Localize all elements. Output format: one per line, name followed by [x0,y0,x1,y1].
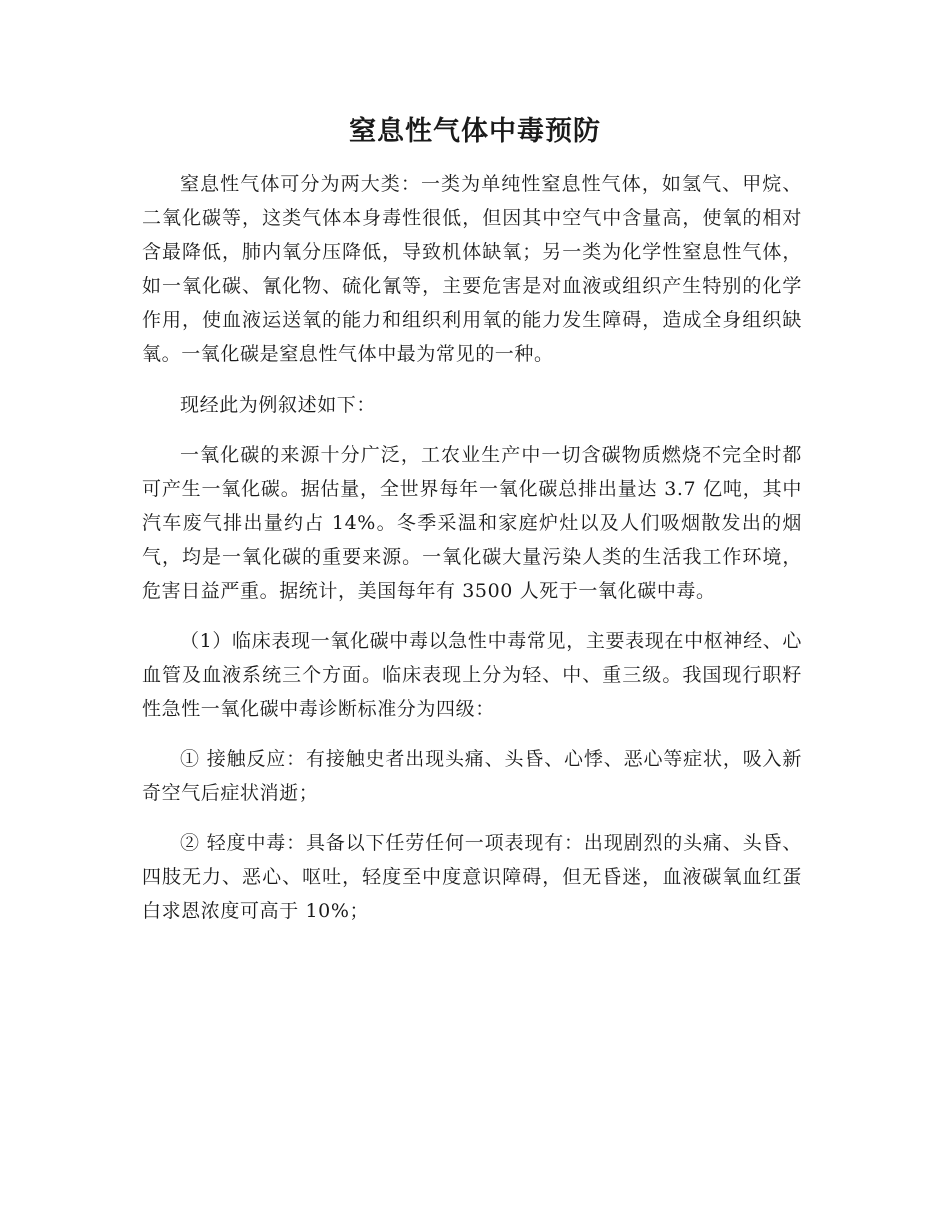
document-title: 窒息性气体中毒预防 [349,116,601,147]
paragraph-intro: 窒息性气体可分为两大类：一类为单纯性窒息性气体，如氢气、甲烷、二氧化碳等，这类气体本身毒性很低，但因其中空气中含量高，使氧的相对含最降低，肺内氧分压降低，导致机体缺氧；另一类为化学性窒息性气体，如一氧化碳、氰化物、硫化氰等，主要危害是对血液或组织产生特别的化学作用，使血液运送氧的能力和组织利用氧的能力发生障碍，造成全身组织缺氧。一氧化碳是窒息性气体中最为常见的一种。 [142,173,802,365]
paragraph-mild-poisoning: ② 轻度中毒：具备以下任劳任何一项表现有：出现剧烈的头痛、头昏、四肢无力、恶心、呕吐，轻度至中度意识障碍，但无昏迷，血液碳氧血红蛋白求恩浓度可高于 10%； [142,832,802,922]
paragraph-clinical: （1）临床表现一氧化碳中毒以急性中毒常见，主要表现在中枢神经、心血管及血液系统三个方面。临床表现上分为轻、中、重三级。我国现行职籽性急性一氧化碳中毒诊断标准分为四级： [142,630,802,720]
paragraph-transition: 现经此为例叙述如下： [180,394,377,416]
paragraph-co-sources: 一氧化碳的来源十分广泛，工农业生产中一切含碳物质燃烧不完全时都可产生一氧化碳。据估量，全世界每年一氧化碳总排出量达 3.7 亿吨，其中汽车废气排出量约占 14%。冬季采温和家庭炉灶以及人们吸烟散发出的烟气，均是一氧化碳的重要来源。一氧化碳大量污染人类的生活我工作环境，危害日益严重。据统计，美国每年有 3500 人死于一氧化碳中毒。 [142,444,802,602]
paragraph-contact-reaction: ① 接触反应：有接触史者出现头痛、头昏、心悸、恶心等症状，吸入新奇空气后症状消逝； [142,748,802,804]
document-body [142,167,802,928]
